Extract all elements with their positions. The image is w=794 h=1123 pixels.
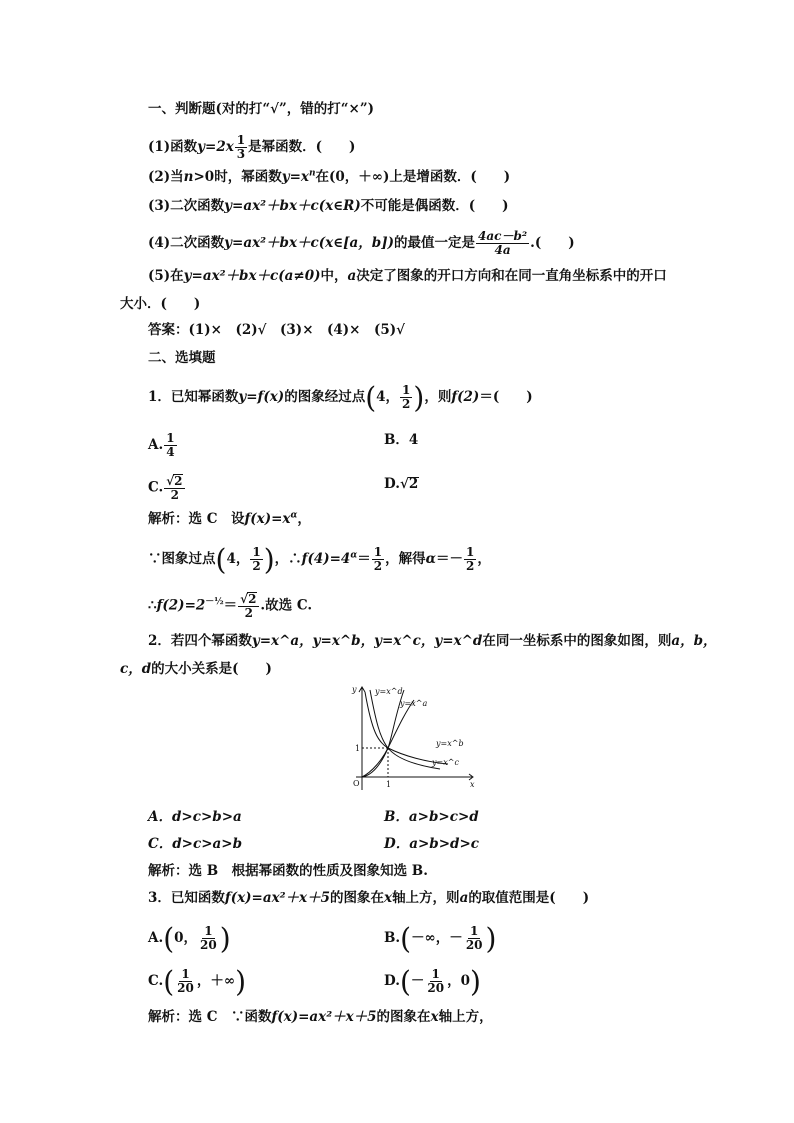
question-3: (3)二次函数y=ax²＋bx＋c(x∈R)不可能是偶函数．( ) <box>148 198 509 214</box>
power-function-graph <box>340 682 480 794</box>
question-5-line2: 大小．( ) <box>120 296 201 312</box>
question-5: (5)在y=ax²＋bx＋c(a≠0)中，a决定了图象的开口方向和在同一直角坐标系中的开口 <box>148 268 667 284</box>
answer-line: 答案：(1)× (2)√ (3)× (4)× (5)√ <box>148 322 406 338</box>
problem-2-stem: 2．若四个幂函数y=x^a，y=x^b，y=x^c，y=x^d在同一坐标系中的图象如图，则a，b， <box>148 633 717 649</box>
p1-solution-1: 解析：选 C 设$f(x)=x^\alpha$， <box>148 510 311 527</box>
section1-heading: 一、判断题(对的打“√”，错的打“×”) <box>148 101 375 117</box>
p1-option-c: C. $\frac{√2}{2}$ <box>148 474 186 502</box>
label-curve-c: y=x^c <box>432 758 459 767</box>
problem-1-stem: 1．已知幂函数y=f(x)的图象经过点(4， $\frac{1}{2}$ )，则f(2)＝( ) <box>148 379 533 415</box>
p2-option-b: B．a>b>c>d <box>384 809 479 825</box>
tick-x-1: 1 <box>386 780 392 789</box>
curve-d <box>362 690 404 777</box>
label-curve-d: y=x^d <box>375 687 403 696</box>
question-2: (2)当n>0时，幂函数$y=x^n$在(0，＋∞)上是增函数．( ) <box>148 168 511 185</box>
p1-option-d: D.√2 <box>384 476 419 492</box>
problem-2-stem-line2: c，d的大小关系是( ) <box>120 661 272 677</box>
label-curve-a: y=x^a <box>400 699 428 708</box>
p1-option-b: B．4 <box>384 432 419 448</box>
p1-option-a: A. $\frac{1}{4}$ <box>148 431 175 459</box>
x-axis-label: x <box>470 780 475 789</box>
p2-solution: 解析：选 B 根据幂函数的性质及图象知选 B. <box>148 863 428 879</box>
p3-option-d: D.(－ $\frac{1}{20}$ ，0) <box>384 963 481 999</box>
problem-3-stem: 3．已知函数f(x)=ax²＋x＋5的图象在x轴上方，则a的取值范围是( ) <box>148 890 590 906</box>
question-1: (1)函数y=2x $\frac{1}{3}$ 是幂函数．( ) <box>148 133 356 161</box>
tick-y-1: 1 <box>355 744 361 753</box>
origin-label: O <box>353 779 360 788</box>
p3-solution: 解析：选 C ∵函数f(x)=ax²＋x＋5的图象在x轴上方， <box>148 1009 493 1025</box>
p1-solution-3: $\therefore f(2)=2^{-\frac{1}{2}}=$ $\frac{√2}{2}$ .故选 C. <box>148 592 313 620</box>
fraction: $\frac{\text{4ac－b²}}{4a}$ <box>478 229 528 257</box>
question-4: (4)二次函数y=ax²＋bx＋c(x∈[a，b])的最值一定是 $\frac{\text{4ac－b²}}{4a}$ .( ) <box>148 229 575 257</box>
fraction: $\frac{1}{3}$ <box>236 133 246 161</box>
y-axis-label: y <box>352 685 357 694</box>
p2-option-c: C．d>c>a>b <box>148 836 243 852</box>
section2-heading: 二、选填题 <box>148 350 216 366</box>
label-curve-b: y=x^b <box>436 739 464 748</box>
p2-option-d: D．a>b>d>c <box>384 836 479 852</box>
p3-option-c: C.( $\frac{1}{20}$ ，＋∞) <box>148 963 247 999</box>
p3-option-b: B.(－∞，－ $\frac{1}{20}$ ) <box>384 920 497 956</box>
p1-solution-2: ∵图象过点(4， $\frac{1}{2}$ )，$\therefore f(4)=4^\alpha=$ $\frac{1}{2}$ ，解得α＝－ $\frac{1}{2}$ ， <box>148 541 491 577</box>
p2-option-a: A．d>c>b>a <box>148 809 242 825</box>
p3-option-a: A.(0， $\frac{1}{20}$ ) <box>148 920 231 956</box>
